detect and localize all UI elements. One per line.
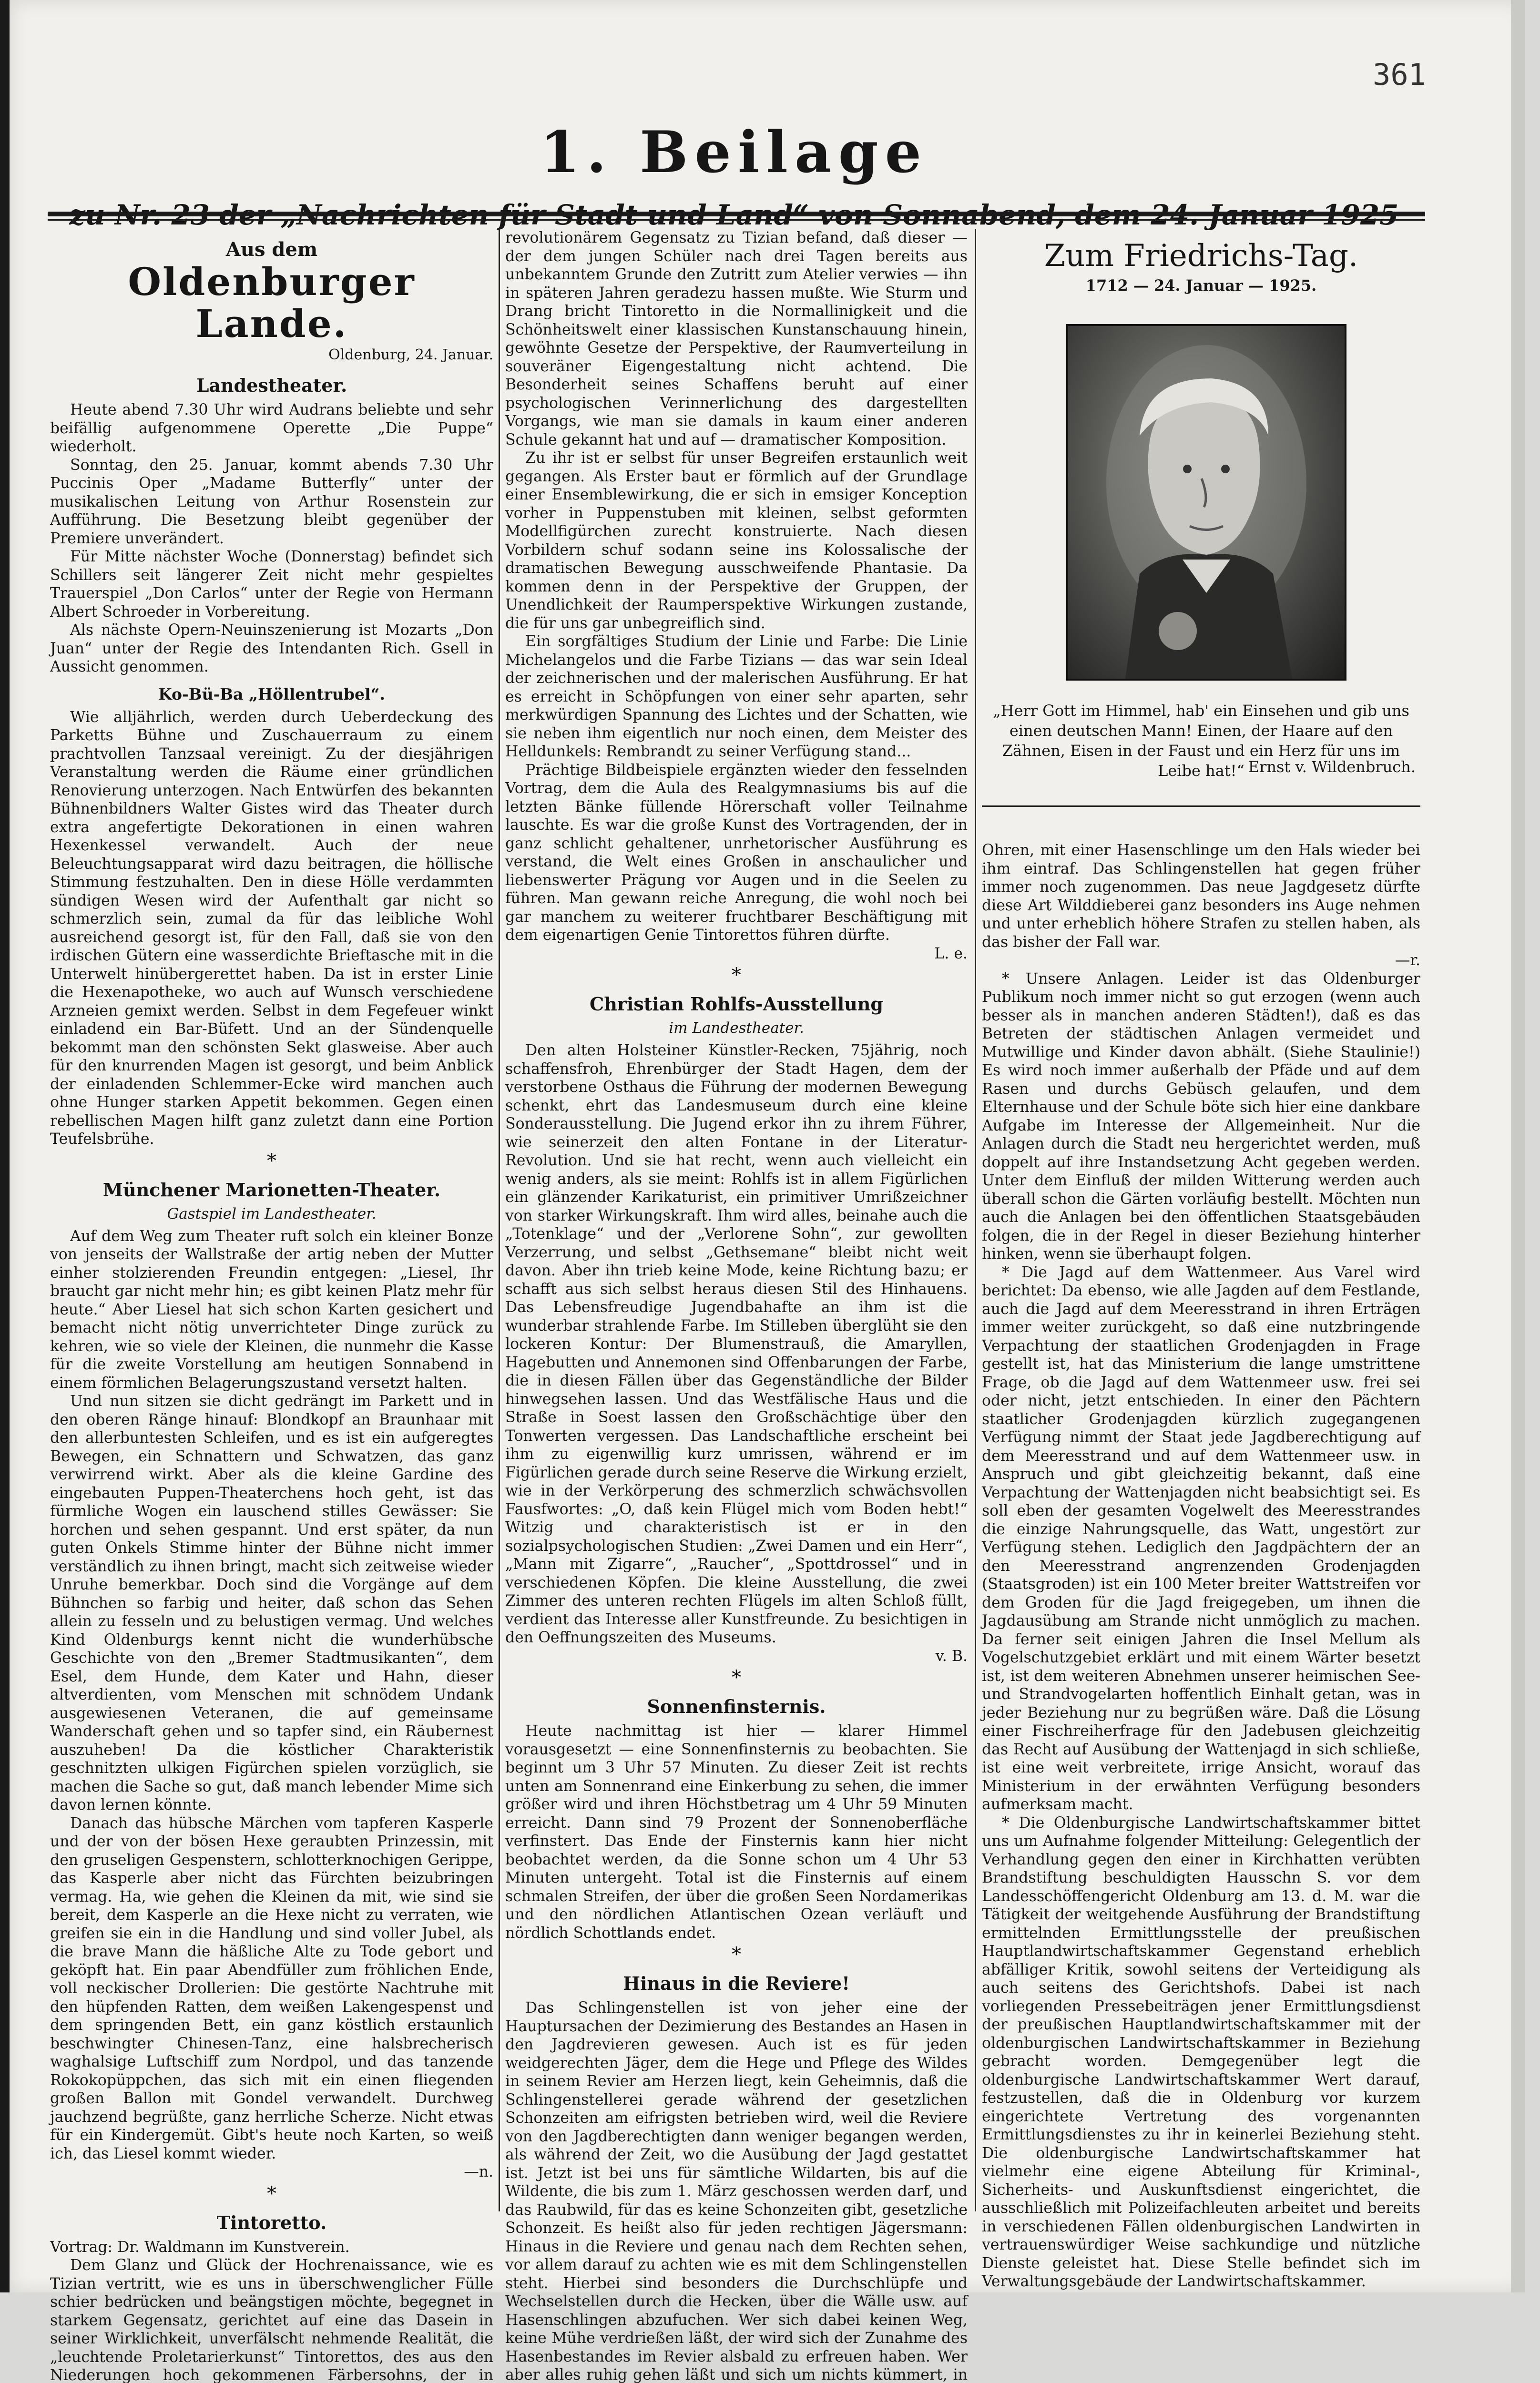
column-1 — [50, 229, 493, 2383]
article-heading-landestheater: Landestheater. — [196, 375, 347, 396]
signature: L. e. — [934, 945, 968, 962]
signature: v. B. — [935, 1647, 968, 1665]
portrait-illustration — [1068, 326, 1345, 679]
article-heading-kobuba: Ko-Bü-Ba „Höllentrubel“. — [158, 684, 385, 703]
page-number: 361 — [1373, 57, 1426, 92]
separator-star: * — [267, 1150, 276, 1172]
article-paragraph: Wie alljährlich, werden durch Ueberdeckung des Parketts Bühne und Zuschauerraum zu einem prachtvollen Tanzsaal vereinigt. Zu der diesjährigen Veranstaltung werden die Räume einer gründlichen Renovierung unterzogen. Nach Entwürfen des bekannten Bühnenbildners Walter Gistes wird das Theater durch extra angefertigte Dekorationen in einen wahren Hexenkessel verwandelt. Auch der neue Beleuchtungsapparat wird dazu beitragen, die höllische Stimmung festzuhalten. Den in diese Hölle verdammten sündigen Wesen wird der Aufenthalt gar nicht so schmerzlich sein, zumal da für das leibliche Wohl ausreichend gesorgt ist, für den Fall, daß sie von den irdischen Gütern eine wasserdichte Brieftasche mit in die Unterwelt hinübergerettet haben. Da ist in erster Linie die Hexenapotheke, wo auch auf Wunsch verschiedene Arzneien gemixt werden. Selbst in dem Fegefeuer winkt einladend ein Bar-Büfett. Und an der Sündenquelle bekommt man den schönsten Sekt glasweise. Aber auch für den knurrenden Magen ist gesorgt, und beim Anblick der einladenden Schlemmer-Ecke wird manchen auch ohne Hunger starken Appetit bekommen. Gegen einen rebellischen Magen hilft ganz zuletzt dann eine Portion Teufelsbrühe. — [50, 708, 493, 1148]
feature-years: 1712 — 24. Januar — 1925. — [1085, 276, 1317, 295]
column-3-body — [982, 841, 1420, 2291]
article-paragraph: Dem Glanz und Glück der Hochrenaissance, wie es Tizian vertritt, wie es uns in überschwenglicher Fülle schier bedrücken und beängstigen möchte, begegnet in starkem Gegensatz, gerichtet auf eine das Dasein in seiner Wirklichkeit, unverfälscht nehmende Realität, die „leuchtende Proletarierkunst“ Tintorettos, des aus den Niederungen hoch gekommenen Färbersohns, der in — [50, 2257, 493, 2383]
article-paragraph: Heute nachmittag ist hier — klarer Himmel vorausgesetzt — eine Sonnenfinsternis zu beobachten. Sie beginnt um 3 Uhr 57 Minuten. Zu dieser Zeit ist rechts unten am Sonnenrand eine Einkerbung zu sehen, die immer größer wird und ihren Höchstbetrag um 4 Uhr 59 Minuten erreicht. Dann sind 79 Prozent der Sonnenoberfläche verfinstert. Das Ende der Finsternis kann hier nicht beobachtet werden, da die Sonne schon um 4 Uhr 53 Minuten untergeht. Total ist die Finsternis auf einem schmalen Streifen, der über die großen Seen Nordamerikas und den nördlichen Atlantischen Ozean verläuft und nördlich Schottlands endet. — [505, 1722, 968, 1942]
separator-star: * — [732, 1667, 741, 1689]
article-paragraph: Den alten Holsteiner Künstler-Recken, 75jährig, noch schaffensfroh, Ehrenbürger der Stadt Hagen, dem der verstorbene Osthaus die Führung der modernen Bewegung schenkt, ehrt das Landesmuseum durch eine kleine Sonderausstellung. Die Jugend erkor ihn zu ihrem Führer, wie seinerzeit den alten Fontane in der Literatur-Revolution. Und sie hat recht, wenn auch vielleicht ein wenig anders, als sie meint: Rohlfs ist in allem Figürlichen ein glänzender Karikaturist, ein primitiver Umrißzeichner von starker Wirkungskraft. Ihm wird alles, beinahe auch die „Totenklage“ und der „Verlorene Sohn“, zur gewollten Verzerrung, und selbst „Gethsemane“ bleibt nicht weit davon. Aber ihn trieb keine Mode, keine Richtung bazu; er schafft aus sich selbst heraus diesen Stil des Hinhauens. Das Lebensfreudige Jugendbahafte an ihm ist die wunderbar strahlende Farbe. Im Stilleben überglüht sie den lockeren Kontur: Der Blumenstrauß, die Amaryllen, Hagebutten und Annemonen sind Offenbarungen der Farbe, die in diesen Fällen über das Gegenständliche der Bilder hinwegsehen lassen. Und das Westfälische Haus und die Straße in Soest lassen den Großschächtige über den Tonwerten vergessen. Das Landschaftliche erscheint bei ihm zu eigenwillig kurz umrissen, während er im Figürlichen gerade durch seine Reserve die Wirkung erzielt, wie in der Verkörperung des schmerzlich schwächsvollen Fausfwortes: „O, daß kein Flügel mich vom Boden hebt!“ Witzig und charakteristisch ist er in den sozialpsychologischen Studien: „Zwei Damen und ein Herr“, „Mann mit Zigarre“, „Raucher“, „Spottdrossel“ und in verschiedenen Köpfen. Die kleine Ausstellung, die zwei Zimmer des unteren rechten Flügels im alten Schloß füllt, verdient das Interesse aller Kunstfreunde. Zu besichtigen in den Oeffnungszeiten des Museums. — [505, 1042, 968, 1646]
article-subheading: Gastspiel im Landestheater. — [167, 1205, 377, 1222]
article-paragraph: Und nun sitzen sie dicht gedrängt im Parkett und in den oberen Ränge hinauf: Blondkopf an Braunhaar mit den allerbuntesten Schleifen, und es ist ein aufgeregtes Bewegen, ein Schnattern und Schwatzen, das ganz verwirrend wirkt. Aber als die kleine Gardine des eingebauten Puppen-Theaterchens hoch geht, ist das fürmliche Wogen ein lauschend stilles Gewässer: Sie horchen und sehen gespannt. Und erst später, da nun guten Onkels Stimme hinter der Bühne nicht immer verständlich zu ihnen bringt, macht sich zeitweise wieder Unruhe bemerkbar. Doch sind die Vorgänge auf dem Bühnchen so farbig und heiter, daß schon das Sehen allein zu fesseln und zu belustigen vermag. Und welches Kind Oldenburgs kennt nicht die wunderhübsche Geschichte von den „Bremer Stadtmusikanten“, dem Esel, dem Hunde, dem Kater und Hahn, dieser altverdienten, vom Menschen mit schnödem Undank ausgewiesenen Veteranen, die auf gemeinsame Wanderschaft gehen und so tapfer sind, ein Räubernest auszuheben! Da die köstlicher Charakteristik geschnitzten ulkigen Figürchen spielen vorzüglich, sie machen die Sache so gut, daß manch lebender Mime sich davon lernen könnte. — [50, 1393, 493, 1813]
article-paragraph: Ohren, mit einer Hasenschlinge um den Hals wieder bei ihm eintraf. Das Schlingenstellen hat gegen früher immer noch zugenommen. Das neue Jagdgesetz dürfte diese Art Wilddieberei ganz besonders ins Auge nehmen und unter erheblich höhere Strafen zu stellen haben, als das bisher der Fall war. — [982, 842, 1420, 951]
quote-author: Ernst v. Wildenbruch. — [1248, 758, 1416, 776]
article-paragraph: Zu ihr ist er selbst für unser Begreifen erstaunlich weit gegangen. Als Erster baut er förmlich auf der Grundlage einer Ensemblewirkung, die er sich in emsiger Konception vorher in Puppenstuben mit kleinen, selbst geformten Modellfigürchen zurecht konstruierte. Nach diesen Vorbildern schuf sodann seine ins Kolossalische der dramatischen Bewegung ausschweifende Phantasie. Da kommen denn in der Perspektive der Gruppen, der Unendlichkeit der Raumperspektive Wirkungen zustande, die für uns gar unbegreiflich sind. — [505, 449, 968, 632]
column-divider — [975, 229, 976, 2211]
page-edge-dark — [0, 0, 10, 2292]
quote-text: „Herr Gott im Himmel, hab' ein Einsehen und gib uns einen deutschen Mann! Einen, der Haare auf den Zähnen, Eisen in der Faust und ein Herz für uns im Leibe hat!“ — [993, 702, 1409, 780]
article-subheading: im Landestheater. — [669, 1019, 804, 1037]
signature: —n. — [464, 2163, 493, 2180]
article-heading-marionetten: Münchener Marionetten-Theater. — [102, 1179, 441, 1201]
section-title: Oldenburger Lande. — [128, 259, 416, 346]
portrait-image — [1066, 324, 1346, 681]
dateline: Oldenburg, 24. Januar. — [328, 346, 493, 363]
separator-star: * — [267, 2182, 276, 2205]
supplement-title: 1. Beilage — [540, 119, 928, 186]
article-paragraph: revolutionärem Gegensatz zu Tizian befand, daß dieser — der dem jungen Schüler nach drei Tagen bereits aus unbekanntem Grunde den Zutritt zum Atelier verwies — ihn in späteren Jahren geradezu hassen mußte. Wie Sturm und Drang bricht Tintoretto in die Normallinigkeit und die Schönheitswelt einer klassischen Kunstanschauung hinein, gewöhnte Gesetze der Perspektive, der Raumverteilung in souveräner Eigengestaltung nicht achtend. Die Besonderheit seines Schaffens beruht auf einer psychologischen Verinnerlichung des dargestellten Vorgangs, wie man sie damals in kaum einer anderen Schule gekannt hat und auf — dramatischer Komposition. — [505, 229, 968, 448]
column-2 — [505, 229, 968, 2383]
article-paragraph: * Die Jagd auf dem Wattenmeer. Aus Varel wird berichtet: Da ebenso, wie alle Jagden auf dem Festlande, auch die Jagd auf dem Meeresstrand in ihren Erträgen immer weiter zurückgeht, so daß eine nutzbringende Verpachtung der staatlichen Grodenjagden in Frage gestellt ist, hat das Ministerium die lange umstrittene Frage, ob die Jagd auf dem Wattenmeer usw. frei sei oder nicht, jetzt entschieden. In einer den Pächtern staatlicher Grodenjagden kürzlich zugegangenen Verfügung nimmt der Staat jede Jagdberechtigung auf dem Meeresstrand und auf dem Wattenmeer usw. in Anspruch und gibt gleichzeitig bekannt, daß eine Verpachtung der Wattenjagden nicht beabsichtigt sei. Es soll eben der gesamten Vogelwelt des Meeresstrandes die einzige Nahrungsquelle, das Watt, ungestört zur Verfügung stehen. Lediglich den Jagdpächtern der an den Meeresstrand angrenzenden Grodenjagden (Staatsgroden) ist ein 100 Meter breiter Wattstreifen vor dem Groden für die Jagd freigegeben, um ihnen die Jagdausübung am Strande nicht unmöglich zu machen. Da ferner seit einigen Jahren die Insel Mellum als Vogelschutzgebiet erklärt und mit einem Wärter besetzt ist, ist dem weiteren Abnehmen unserer heimischen See- und Strandvogelarten hoffentlich Einhalt getan, was in jeder Beziehung nur zu begrüßen wäre. Daß die Lösung einer Fischreiherfrage für den Jadebusen gleichzeitig das Recht auf Ausübung der Wattenjagd in sich schließe, ist eine weit verbreitete, irrige Ansicht, worauf das Ministerium in der erwähnten Verfügung besonders aufmerksam macht. — [982, 1263, 1420, 1813]
article-heading-sonnenfinsternis: Sonnenfinsternis. — [647, 1696, 826, 1717]
article-paragraph: Sonntag, den 25. Januar, kommt abends 7.30 Uhr Puccinis Oper „Madame Butterfly“ unter der musikalischen Leitung von Arthur Rosenstein zur Aufführung. Die Besetzung bleibt gegenüber der Premiere unverändert. — [50, 456, 493, 547]
separator-star: * — [732, 964, 741, 986]
article-heading-tintoretto: Tintoretto. — [216, 2211, 327, 2233]
masthead-rule-thick — [48, 212, 1425, 216]
article-paragraph: * Unsere Anlagen. Leider ist das Oldenburger Publikum noch immer nicht so gut erzogen (wenn auch besser als in manchen anderen Städten!), daß es das Betreten der städtischen Anlagen vermeidet und Mutwillige und Kinder davon abhält. (Siehe Staulinie!) Es wird noch immer außerhalb der Pfäde und auf dem Rasen und durchs Gebüsch gelaufen, und dem Elternhause und der Schule böte sich hier eine dankbare Aufgabe im Interesse der Allgemeinheit. Nur die Anlagen durch die Stadt neu hergerichtet werden, muß doppelt auf ihre Instandsetzung Acht gegeben werden. Unter dem Einfluß der milden Witterung werden auch überall schon die Gärten vorläufig bestellt. Möchten nun auch die Anlagen bei den öffentlichen Staatsgebäuden folgen, die in der Regel in dieser Beziehung hinterher hinken, wenn sie überhaupt folgen. — [982, 970, 1420, 1263]
masthead-rule-thin — [48, 219, 1425, 221]
article-paragraph: Ein sorgfältiges Studium der Linie und Farbe: Die Linie Michelangelos und die Farbe Tizians — das war sein Ideal der zeichnerischen und der malerischen Ausführung. Er hat es erreicht in Schöpfungen von einer sehr aparten, sehr merkwürdigen Spannung des Lichtes und der Schatten, wie sie neben ihm eigentlich nur noch einen, dem Meister des Helldunkels: Rembrandt zu seiner Verfügung stand... — [505, 633, 968, 760]
article-paragraph: Prächtige Bildbeispiele ergänzten wieder den fesselnden Vortrag, dem die Aula des Realgymnasiums bis auf die letzten Bänke füllende Hörerschaft voller Teilnahme lauschte. Es war die große Kunst des Vortragenden, der in ganz schlicht gehaltener, unrhetorischer Ausführung es verstand, die Welt eines Großen in anschaulicher und liebenswerter Prägung vor Augen und in die Seelen zu führen. Man gewann reiche Anregung, die wohl noch bei gar manchem zu weiterer fruchtbarer Beschäftigung mit dem eigenartigen Genie Tintorettos führen dürfte. — [505, 761, 968, 944]
article-paragraph: Danach das hübsche Märchen vom tapferen Kasperle und der von der bösen Hexe geraubten Prinzessin, mit den gruseligen Gespenstern, schlotterknochigen Gerippe, das Kasperle aber nicht das Fürchten beizubringen vermag. Ha, wie gehen die Kleinen da mit, wie sind sie bereit, dem Kasperle an die Hexe nicht zu verraten, wie greifen sie ein in die Handlung und sind voller Jubel, als die brave Mann die häßliche Alte zu Tode gebort und geköpft hat. Ein paar Abendfüller zum fröhlichen Ende, voll neckischer Drollerien: Die gestörte Nachtruhe mit den hüpfenden Ratten, dem weißen Lakengespenst und dem springenden Bett, ein ganz köstlich erstaunlich beschwingter Chinesen-Tanz, eine halsbrecherisch waghalsige Luftschiff zum Nordpol, und das tanzende Rokokopüppchen, das sich mit ein einen fliegenden großen Ballon mit Gondel verwandelt. Durchweg jauchzend begrüßte, ganz herrliche Scherze. Nicht etwas für ein Kindergemüt. Gibt's heute noch Karten, so weiß ich, das Liesel kommt wieder. — [50, 1814, 493, 2162]
signature: —r. — [1395, 952, 1420, 969]
section-rule — [982, 805, 1420, 807]
article-paragraph: Für Mitte nächster Woche (Donnerstag) befindet sich Schillers seit längerer Zeit nicht mehr gespieltes Trauerspiel „Don Carlos“ unter der Regie von Hermann Albert Schroeder in Vorbereitung. — [50, 548, 493, 621]
article-paragraph: Als nächste Opern-Neuinszenierung ist Mozarts „Don Juan“ unter der Regie des Intendanten Rich. Gsell in Aussicht genommen. — [50, 621, 493, 675]
separator-star: * — [732, 1944, 741, 1965]
section-kicker: Aus dem — [225, 238, 318, 261]
lecture-note: Vortrag: Dr. Waldmann im Kunstverein. — [50, 2238, 350, 2256]
feature-title: Zum Friedrichs-Tag. — [1044, 238, 1358, 274]
page-edge-light — [1511, 0, 1525, 2292]
article-paragraph: * Die Oldenburgische Landwirtschaftskammer bittet uns um Aufnahme folgender Mitteilung: Gelegentlich der Verhandlung gegen den einer in Kirchhatten verübten Brandstiftung beschuldigten Hausschn S. vor dem Landesschöffengericht Oldenburg am 13. d. M. war die Tätigkeit der weitgehende Ausführung der Brandstiftung ermittelnden Ermittlungsstelle der preußischen Hauptlandwirtschaftskammer Gegenstand erheblich abfälliger Kritik, sowohl seitens der Verteidigung als auch seitens des Gerichtshofs. Dabei ist nach vorliegenden Pressebeiträgen jener Ermittlungsdienst der preußischen Hauptlandwirtschaftskammer mit der oldenburgischen Landwirtschaftskammer in Beziehung gebracht worden. Demgegenüber legt die oldenburgische Landwirtschaftskammer Wert darauf, festzustellen, daß die in Oldenburg vor kurzem eingerichtete Vertretung des vorgenannten Ermittlungsdienstes zu ihr in keinerlei Beziehung steht. Die oldenburgische Landwirtschaftskammer hat vielmehr eine eigene Abteilung für Kriminal-, Sicherheits- und Auskunftsdienst eingerichtet, die ausschließlich mit Polizeifachleuten arbeitet und bereits in verschiedenen Fällen oldenburgischen Landwirten in vertrauenswürdiger Weise sachkundige und nützliche Dienste geleistet hat. Diese Stelle befindet sich im Verwaltungsgebäude der Landwirtschaftskammer. — [982, 1814, 1420, 2290]
column-divider — [499, 229, 500, 2211]
article-paragraph: Auf dem Weg zum Theater ruft solch ein kleiner Bonze von jenseits der Wallstraße der artig neben der Mutter einher stolzierenden Freundin entgegen: „Liesel, Ihr braucht gar nicht mehr hin; es gibt keinen Platz mehr für heute.“ Aber Liesel hat sich schon Karten gesichert und bemacht nicht nötig unverrichteter Dinge zurück zu kehren, wie so viele der Kleinen, die nunmehr die Kasse für die zweite Vorstellung am heutigen Sonnabend in einem förmlichen Belagerungszustand versetzt halten. — [50, 1227, 493, 1392]
article-heading-reviere: Hinaus in die Reviere! — [623, 1973, 850, 1994]
column-3-header — [982, 229, 1420, 295]
article-paragraph: Heute abend 7.30 Uhr wird Audrans beliebte und sehr beifällig aufgenommene Operette „Die Puppe“ wiederholt. — [50, 401, 493, 455]
article-heading-rohlfs: Christian Rohlfs-Ausstellung — [589, 993, 883, 1015]
article-paragraph: Das Schlingenstellen ist von jeher eine der Hauptursachen der Dezimierung des Bestandes an Hasen in den Jagdrevieren gewesen. Auch ist es für jeden weidgerechten Jäger, dem die Hege und Pflege des Wildes in seinem Revier am Herzen liegt, kein Geheimnis, daß die Schlingenstellerei gerade während der gesetzlichen Schonzeiten am eifrigsten betrieben wird, weil die Reviere von den Jagdberechtigten dann weniger begangen werden, als während der Zeit, wo die Ausübung der Jagd gestattet ist. Jetzt ist bei uns für sämtliche Wildarten, bis auf die Wildente, die bis zum 1. März geschossen werden darf, und das Raubwild, für das es keine Schonzeiten gibt, gesetzliche Schonzeit. Es heißt also für jeden rechtigen Jägersmann: Hinaus in die Reviere und genau nach dem Rechten sehen, vor allem darauf zu achten wie es mit dem Schlingenstellen steht. Hierbei sind besonders die Durchschlüpfe und Wechselstellen durch die Hecken, über die Wälle usw. auf Hasenschlingen abzufuchen. Wer sich dabei keinen Weg, keine Mühe verdrießen läßt, der wird sich der Zunahme des Hasenbestandes im Revier alsbald zu erfreuen haben. Wer aber alles ruhig gehen läßt und sich um nichts kümmert, in — [505, 1999, 968, 2383]
